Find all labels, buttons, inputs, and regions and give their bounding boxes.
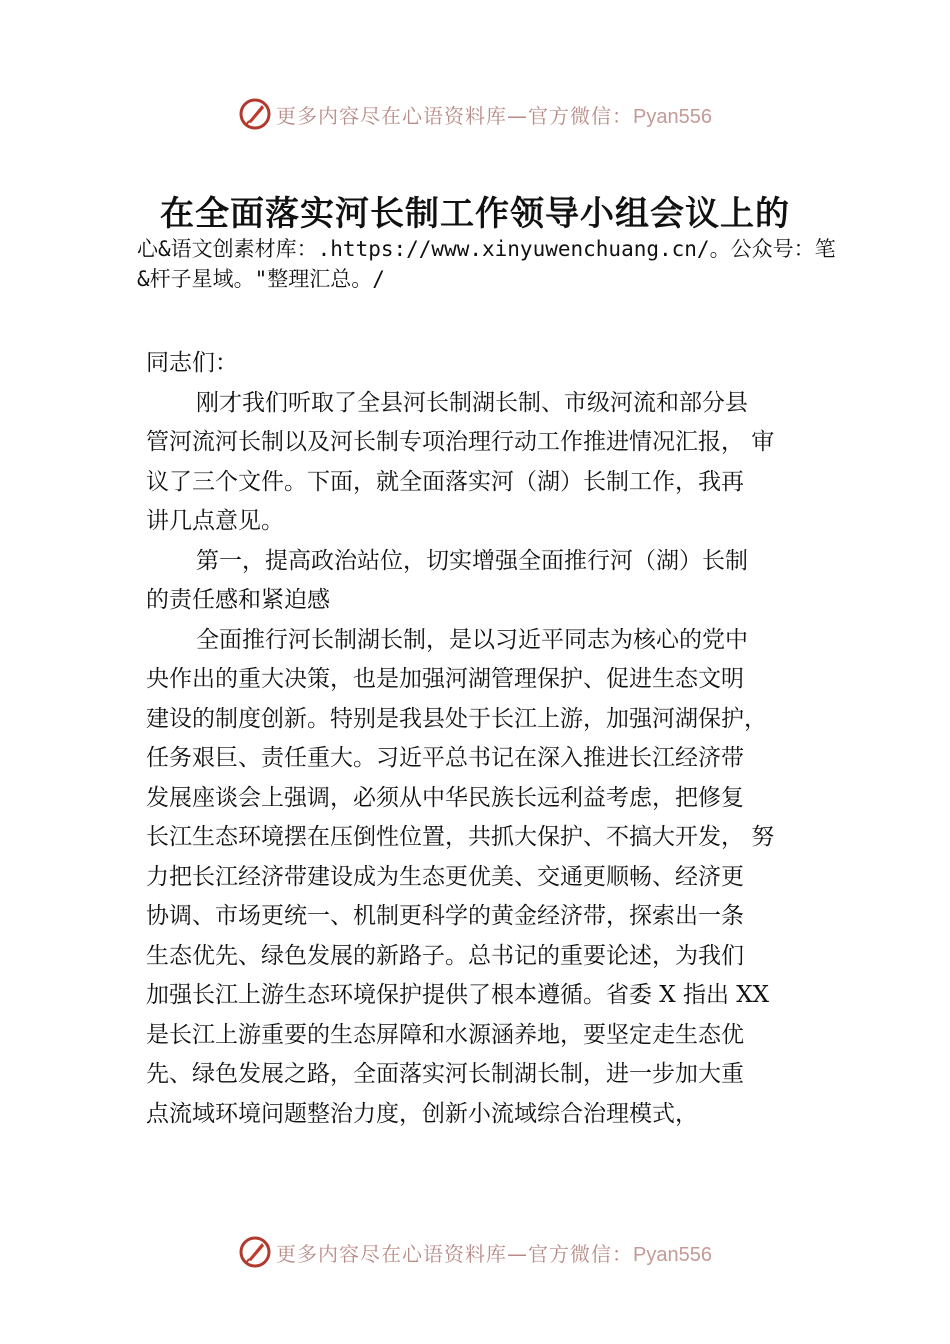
body-line: 讲几点意见。 bbox=[146, 508, 284, 534]
body-line: 央作出的重大决策，也是加强河湖管理保护、促进生态文明 bbox=[146, 666, 744, 692]
body-line: 任务艰巨、责任重大。习近平总书记在深入推进长江经济带 bbox=[146, 745, 744, 771]
wechat-id: Pyan556 bbox=[633, 105, 712, 128]
banner-text: 更多内容尽在心语资料库—官方微信：Pyan556 bbox=[276, 103, 712, 128]
body-line: 生态优先、绿色发展的新路子。总书记的重要论述，为我们 bbox=[146, 942, 744, 969]
body-line: 力把长江经济带建设成为生态更优美、交通更顺畅、经济更 bbox=[146, 863, 744, 890]
body-line: 同志们： bbox=[146, 350, 238, 376]
body-line: 点流域环境问题整治力度，创新小流域综合治理模式， bbox=[146, 1100, 698, 1127]
body-line: 协调、市场更统一、机制更科学的黄金经济带，探索出一条 bbox=[146, 903, 744, 929]
document-title: 在全面落实河长制工作领导小组会议上的 bbox=[160, 194, 790, 234]
wechat-id: Pyan556 bbox=[633, 1243, 712, 1266]
document-body bbox=[146, 344, 816, 1134]
quill-logo-icon bbox=[238, 97, 272, 131]
body-line: 建设的制度创新。特别是我县处于长江上游，加强河湖保护， bbox=[146, 705, 767, 732]
banner-text: 更多内容尽在心语资料库—官方微信：Pyan556 bbox=[276, 1241, 712, 1266]
body-line: 发展座谈会上强调，必须从中华民族长远利益考虑，把修复 bbox=[146, 784, 744, 811]
quill-logo-icon bbox=[238, 1235, 272, 1269]
body-line: 加强长江上游生态环境保护提供了根本遵循。省委 X 指出 XX bbox=[146, 982, 770, 1008]
watermark-banner-top bbox=[0, 94, 950, 134]
body-line: 管河流河长制以及河长制专项治理行动工作推进情况汇报， 审 bbox=[146, 429, 775, 455]
body-line: 全面推行河长制湖长制，是以习近平同志为核心的党中 bbox=[196, 626, 748, 653]
source-note: 心&语文创素材库：.https://www.xinyuwenchuang.cn/。公众号：笔&杆子星域。"整理汇总。/ bbox=[137, 237, 836, 291]
body-line: 先、绿色发展之路，全面落实河长制湖长制，进一步加大重 bbox=[146, 1061, 744, 1087]
body-line: 的责任感和紧迫感 bbox=[146, 587, 330, 613]
body-line: 议了三个文件。下面，就全面落实河（湖）长制工作，我再 bbox=[146, 468, 744, 495]
body-line: 第一，提高政治站位，切实增强全面推行河（湖）长制 bbox=[196, 547, 748, 574]
body-line: 长江生态环境摆在压倒性位置，共抓大保护、不搞大开发， 努 bbox=[146, 824, 775, 850]
body-line: 刚才我们听取了全县河长制湖长制、市级河流和部分县 bbox=[196, 389, 748, 416]
watermark-banner-bottom bbox=[0, 1232, 950, 1272]
body-line: 是长江上游重要的生态屏障和水源涵养地，要坚定走生态优 bbox=[146, 1021, 744, 1048]
